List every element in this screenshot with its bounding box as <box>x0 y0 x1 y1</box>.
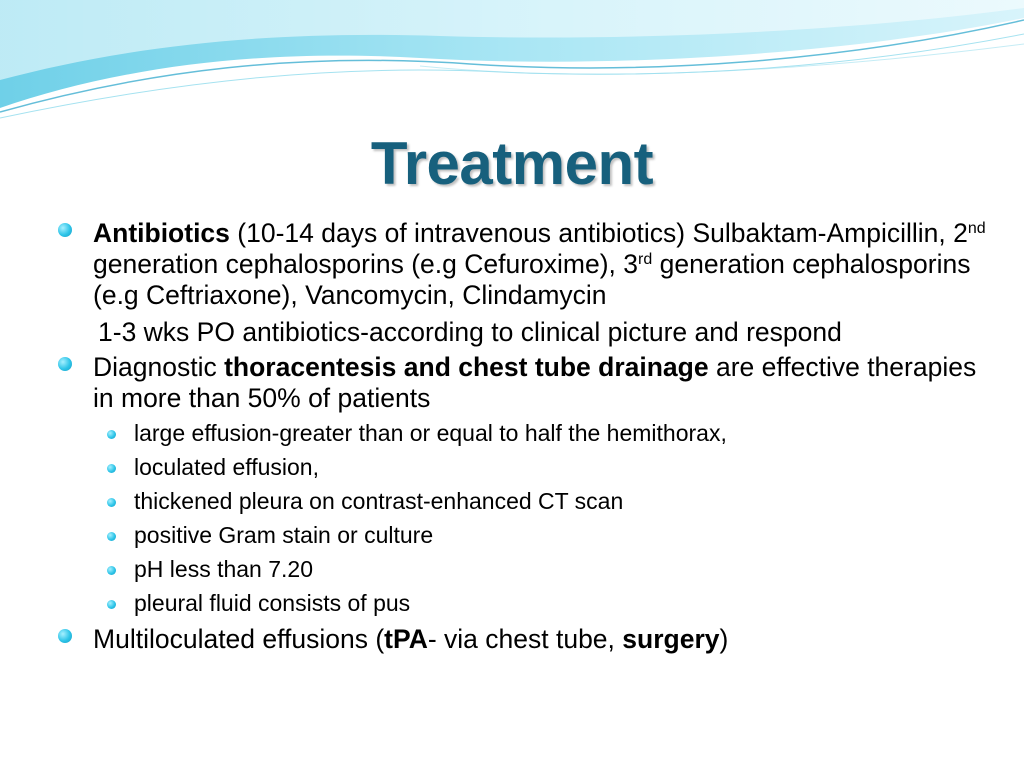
bullet-icon <box>58 223 72 237</box>
bullet-icon <box>58 629 72 643</box>
antibiotics-text-1: (10-14 days of intravenous antibiotics) Sulbaktam-Ampicillin, 2 <box>229 218 968 248</box>
criteria-item <box>58 522 998 549</box>
criteria-item <box>58 488 998 515</box>
criteria-item <box>58 556 998 583</box>
sub-bullet-icon <box>107 430 116 439</box>
criteria-text: pH less than 7.20 <box>134 556 314 582</box>
superscript-rd: rd <box>638 251 653 268</box>
tpa-bold: tPA <box>384 624 428 654</box>
diagnostic-text-2: are effective therapies in more than 50% of patients <box>93 352 977 413</box>
criteria-text: positive Gram stain or culture <box>134 522 434 548</box>
sub-bullet-icon <box>107 566 116 575</box>
bullet-antibiotics <box>58 218 998 311</box>
antibiotics-label: Antibiotics <box>93 218 230 248</box>
criteria-text: loculated effusion, <box>134 454 319 480</box>
sub-bullet-icon <box>107 600 116 609</box>
diagnostic-text-1: Diagnostic <box>93 352 225 382</box>
slide-body <box>58 218 998 655</box>
slide-title: Treatment <box>370 130 654 197</box>
sub-bullet-icon <box>107 532 116 541</box>
criteria-text: large effusion-greater than or equal to half the hemithorax, <box>134 420 727 446</box>
superscript-nd: nd <box>967 220 986 237</box>
multiloculated-text-3: ) <box>719 624 729 654</box>
criteria-item <box>58 454 998 481</box>
sub-bullet-icon <box>107 464 116 473</box>
criteria-item <box>58 420 998 447</box>
bullet-icon <box>58 357 72 371</box>
diagnostic-bold: thoracentesis and chest tube drainage <box>224 352 709 382</box>
criteria-text: thickened pleura on contrast-enhanced CT scan <box>134 488 624 514</box>
bullet-multiloculated <box>58 624 998 655</box>
antibiotics-text-3: generation cephalosporins (e.g Ceftriaxone), Vancomycin, Clindamycin <box>93 249 971 310</box>
criteria-item <box>58 590 998 617</box>
bullet-diagnostic <box>58 352 998 414</box>
criteria-list <box>58 420 998 617</box>
po-antibiotics-line: 1-3 wks PO antibiotics-according to clinical picture and respond <box>98 317 842 347</box>
antibiotics-text-2: generation cephalosporins (e.g Cefuroxime), 3 <box>93 249 639 279</box>
header-wave-decoration <box>0 0 1024 130</box>
multiloculated-text-1: Multiloculated effusions ( <box>93 624 385 654</box>
criteria-text: pleural fluid consists of pus <box>134 590 411 616</box>
surgery-bold: surgery <box>622 624 720 654</box>
multiloculated-text-2: - via chest tube, <box>427 624 623 654</box>
sub-bullet-icon <box>107 498 116 507</box>
